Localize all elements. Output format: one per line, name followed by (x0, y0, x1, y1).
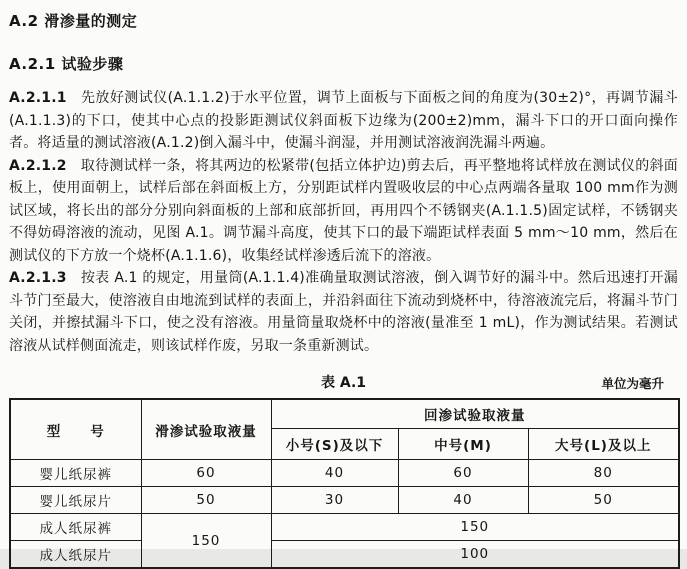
header-cell-rewet-test-volume-group: 回渗试验取液量 (271, 399, 679, 429)
cell-model: 成人纸尿裤 (10, 514, 141, 541)
table-row-baby-diaper-pants (10, 460, 679, 487)
clause-number-a2-1-2: A.2.1.2 (9, 157, 67, 174)
table-unit-note: 单位为毫升 (601, 376, 664, 391)
paragraph-a2-1-1 (9, 87, 678, 155)
cell-model: 婴儿纸尿裤 (10, 460, 141, 487)
cell-rewet-small: 40 (271, 460, 398, 487)
paragraph-a2-1-3 (9, 267, 678, 357)
cell-slip-volume-merged: 150 (141, 514, 271, 569)
cell-rewet-large: 50 (528, 487, 679, 514)
table-header-row-1 (10, 399, 679, 429)
cell-slip-volume: 50 (141, 487, 271, 514)
table-caption-row (9, 372, 678, 390)
cell-rewet-merged: 150 (271, 514, 679, 541)
header-cell-slip-test-volume: 滑渗试验取液量 (141, 399, 271, 460)
cell-model: 成人纸尿片 (10, 541, 141, 569)
cell-rewet-small: 30 (271, 487, 398, 514)
table-row-adult-diaper-pants (10, 514, 679, 541)
cell-rewet-medium: 60 (398, 460, 528, 487)
clause-number-a2-1-3: A.2.1.3 (9, 270, 67, 286)
clause-text-a2-1-3: 按表 A.1 的规定，用量筒(A.1.1.4)准确量取测试溶液，倒入调节好的漏斗中。然后迅速打开漏斗节门至最大，使溶液自由地流到试样的表面上，并沿斜面往下流动到烧杯中，待溶液流完后，将漏斗节门关闭，并擦拭漏斗下口，使之没有溶液。用量筒量取烧杯中的溶液(量准至 1 mL)，作为测试结果。若测试溶液从试样侧面流走，则该试样作废，另取一条重新测试。 (9, 270, 678, 354)
table-caption: 表 A.1 (320, 375, 367, 391)
cell-model: 婴儿纸尿片 (10, 487, 141, 514)
paragraph-a2-1-2 (9, 155, 678, 268)
header-cell-size-large: 大号(L)及以上 (528, 429, 679, 460)
clause-text-a2-1-2: 取待测试样一条，将其两边的松紧带(包括立体护边)剪去后，再平整地将试样放在测试仪的斜面板上，使用面朝上，试样后部在斜面板上方，分别距试样内置吸收层的中心点两端各量取 100 mm作为测试区域，将长出的部分分别向斜面板的上部和底部折回，再用四个不锈钢夹(A.1.1.5)固定试样，不锈钢夹不得妨碍溶液的流动，见图 A.1。调节漏斗高度，使其下口的最下端距试样表面 5 mm～10 mm，然后在测试仪的下方放一个烧杯(A.1.1.6)，收集经试样渗透后流下的溶液。 (9, 157, 678, 264)
header-cell-size-medium: 中号(M) (398, 429, 528, 460)
clause-number-a2-1-1: A.2.1.1 (9, 90, 67, 106)
header-cell-model: 型 号 (10, 399, 141, 460)
section-heading: A.2 滑渗量的测定 (9, 12, 138, 30)
table-row-adult-diaper-pad (10, 541, 679, 569)
subsection-heading: A.2.1 试验步骤 (9, 55, 124, 73)
cell-slip-volume: 60 (141, 460, 271, 487)
clause-text-a2-1-1: 先放好测试仪(A.1.1.2)于水平位置，调节上面板与下面板之间的角度为(30±2)°，再调节漏斗(A.1.1.3)的下口，使其中心点的投影距测试仪斜面板下边缘为(200±2)mm，漏斗下口的开口面向操作者。将适量的测试溶液(A.1.2)倒入漏斗中，使漏斗润湿，并用测试溶液润洗漏斗两遍。 (9, 90, 678, 151)
header-cell-size-small: 小号(S)及以下 (271, 429, 398, 460)
cell-rewet-medium: 40 (398, 487, 528, 514)
cell-rewet-merged: 100 (271, 541, 679, 569)
table-row-baby-diaper-pad (10, 487, 679, 514)
cell-rewet-large: 80 (528, 460, 679, 487)
table-a1 (9, 398, 680, 569)
